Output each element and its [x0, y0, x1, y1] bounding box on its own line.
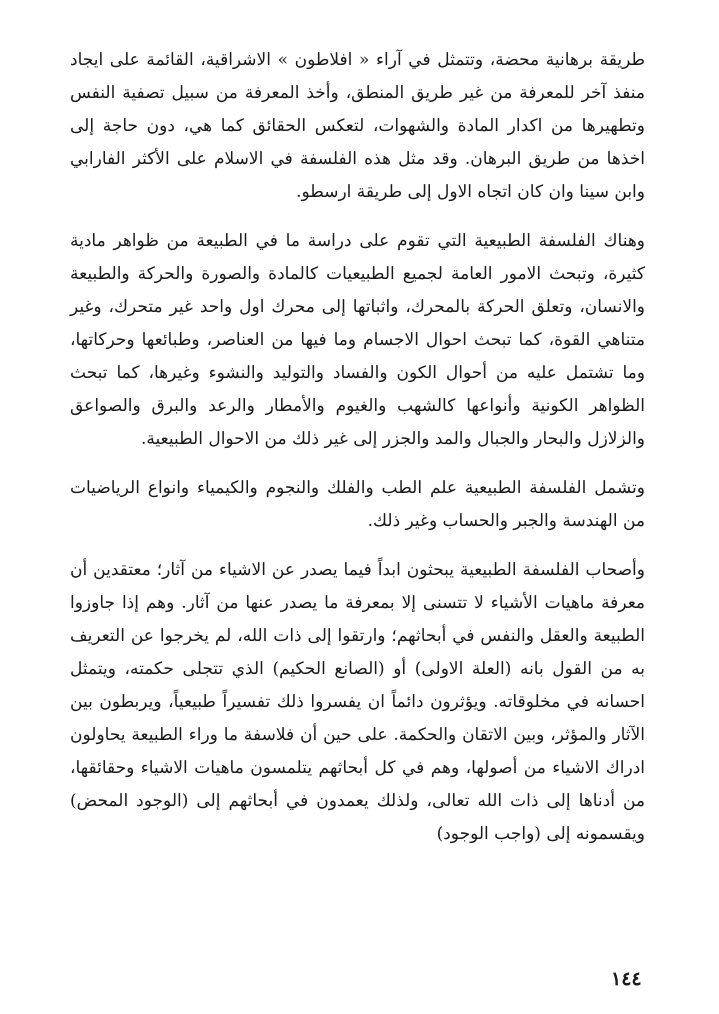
- paragraph-2: وهناك الفلسفة الطبيعية التي تقوم على دراسة ما في الطبيعة من ظواهر مادية كثيرة، وتبحث الامور العامة لجميع الطبيعيات كالمادة والصورة والحركة والطبيعة والانسان، وتعلق الحركة بالمحرك، واثباتها إلى محرك اول واحد غير متحرك، وغير متناهي القوة، كما تبحث احوال الاجسام وما فيها من العناصر، وطبائعها وحركاتها، وما تشتمل عليه من أحوال الكون والفساد والتوليد والنشوء وغيرها، كما تبحث الظواهر الكونية وأنواعها كالشهب والغيوم والأمطار والرعد والبرق والصواعق والزلازل والبحار والجبال والمد والجزر إلى غير ذلك من الاحوال الطبيعية.: [70, 231, 645, 449]
- paragraph-3: وتشمل الفلسفة الطبيعية علم الطب والفلك والنجوم والكيمياء وانواع الرياضيات من الهندسة والجبر والحساب وغير ذلك.: [70, 478, 645, 531]
- paragraph-1: طريقة برهانية محضة، وتتمثل في آراء « افلاطون » الاشراقية، القائمة على ايجاد منفذ آخر للمعرفة من غير طريق المنطق، وأخذ المعرفة من سبيل تصفية النفس وتطهيرها من اكدار المادة والشهوات، لتعكس الحقائق كما هي، دون حاجة إلى اخذها من طريق البرهان. وقد مثل هذه الفلسفة في الاسلام على الأكثر الفارابي وابن سينا وان كان اتجاه الاول إلى طريقة ارسطو.: [70, 50, 645, 202]
- page-body: [70, 44, 645, 851]
- paragraph-4: وأصحاب الفلسفة الطبيعية يبحثون ابداً فيما يصدر عن الاشياء من آثار؛ معتقدين أن معرفة ماهيات الأشياء لا تتسنى إلا بمعرفة ما يصدر عنها من آثار. وهم إذا جاوزوا الطبيعة والعقل والنفس في أبحاثهم؛ وارتقوا إلى ذات الله، لم يخرجوا عن التعريف به من القول بانه (العلة الاولى) أو (الصانع الحكيم) الذي تتجلى حكمته، ويتمثل احسانه في مخلوقاته. ويؤثرون دائماً ان يفسروا ذلك تفسيراً طبيعياً، ويربطون بين الآثار والمؤثر، وبين الاتقان والحكمة. على حين أن فلاسفة ما وراء الطبيعة يحاولون ادراك الاشياء من أصولها، وهم في كل أبحاثهم يتلمسون ماهيات الاشياء وحقائقها، من أدناها إلى ذات الله تعالى، ولذلك يعمدون في أبحاثهم إلى (الوجود المحض) ويقسمونه إلى (واجب الوجود): [70, 560, 645, 844]
- page-number: ١٤٤: [611, 968, 642, 990]
